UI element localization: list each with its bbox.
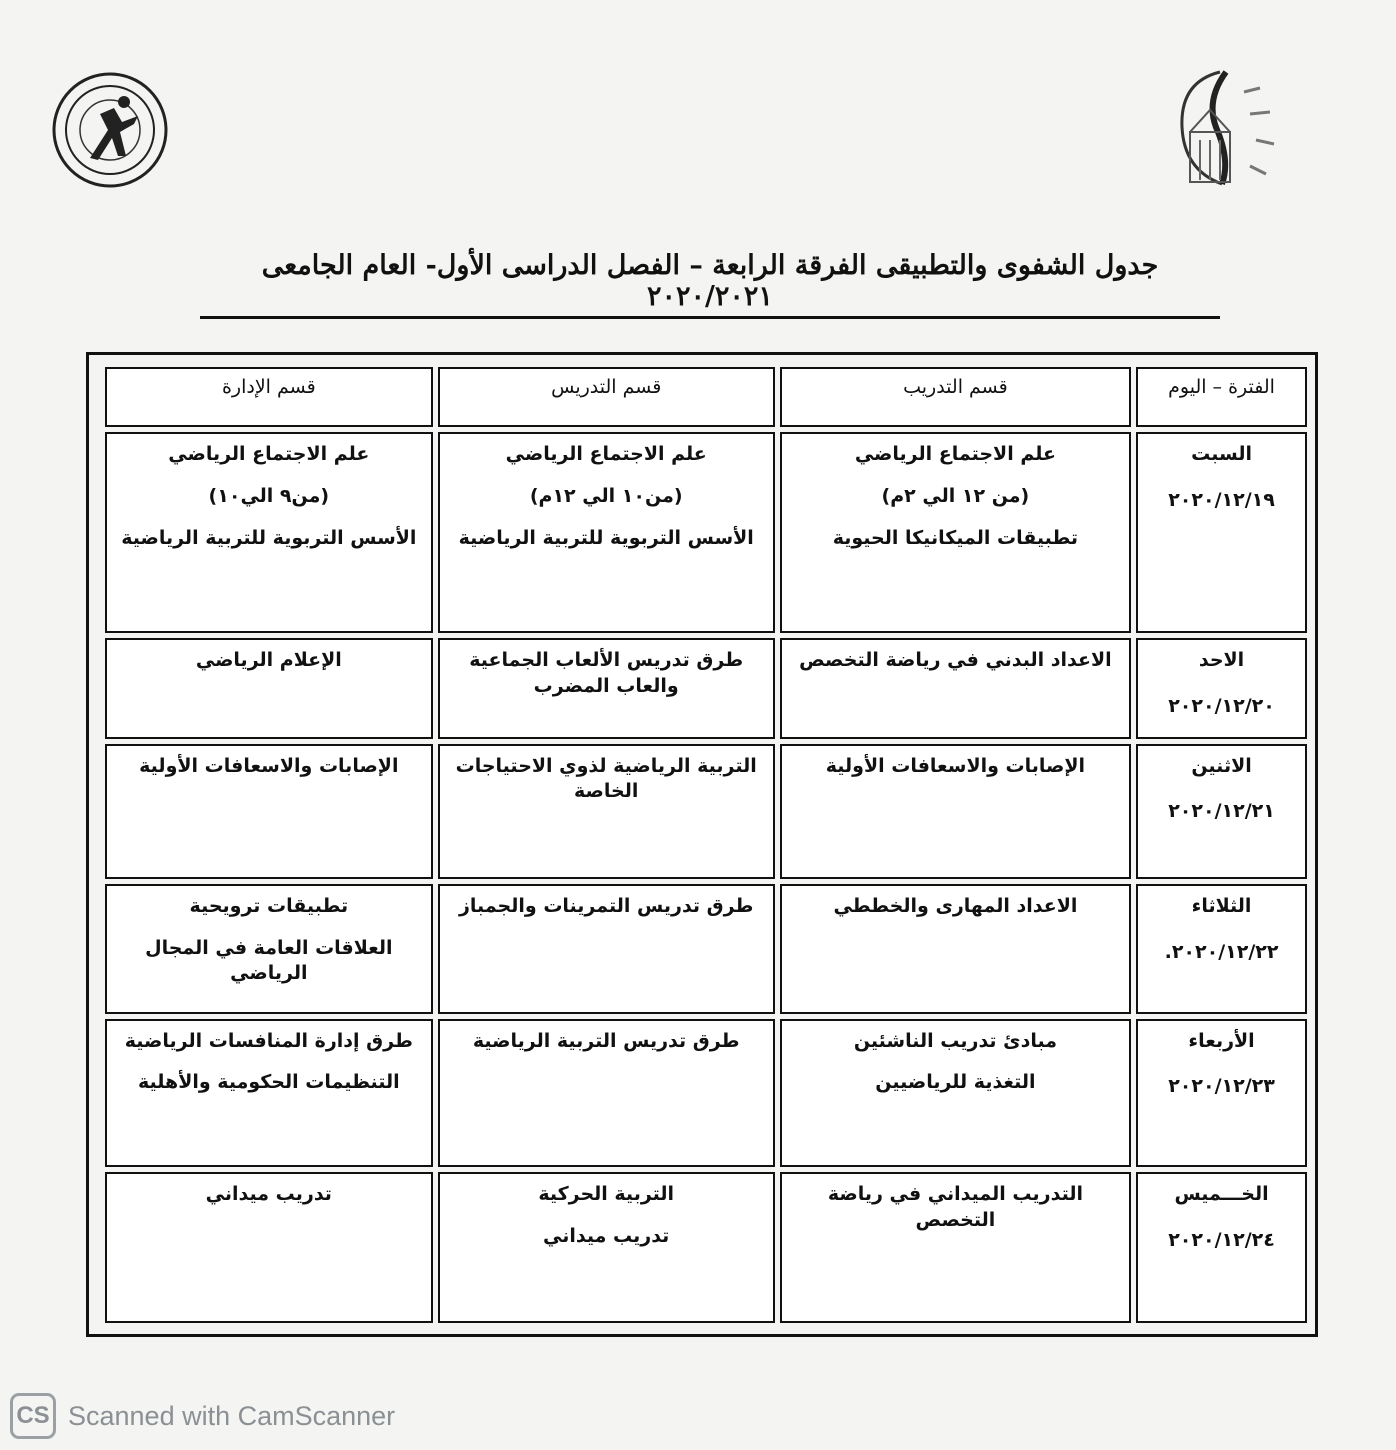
day-cell (1136, 744, 1307, 880)
day-date: ٢٠٢٠/١٢/٢٢. (1164, 940, 1279, 963)
table-row (105, 1172, 1307, 1323)
course-name: التدريب الميداني في رياضة التخصص (827, 1183, 1083, 1231)
training-cell (780, 432, 1131, 633)
course-name: علم الاجتماع الرياضي (505, 443, 707, 466)
day-name: الاحد (1198, 649, 1245, 672)
admin-cell (105, 1172, 433, 1323)
admin-cell (105, 744, 433, 880)
camscanner-watermark (10, 1392, 395, 1440)
course-time: (من٩ الي١٠) (208, 484, 330, 507)
course-name: مبادئ تدريب الناشئين (853, 1029, 1057, 1052)
course-time: (من١٠ الي ١٢م) (529, 484, 683, 507)
faculty-seal-logo (50, 70, 170, 190)
course-name: تدريب ميداني (543, 1224, 670, 1247)
day-date: ٢٠٢٠/١٢/١٩ (1168, 488, 1275, 511)
header-training-dept: قسم التدريب (780, 367, 1131, 427)
teaching-cell (438, 1019, 775, 1168)
header-admin-dept: قسم الإدارة (105, 367, 433, 427)
admin-cell (105, 1019, 433, 1168)
course-name: التنظيمات الحكومية والأهلية (138, 1071, 400, 1094)
day-cell (1136, 1019, 1307, 1168)
course-name: الأسس التربوية للتربية الرياضية (121, 526, 417, 549)
course-name: الإعلام الرياضي (195, 649, 342, 672)
document-title: جدول الشفوى والتطبيقى الفرقة الرابعة – الفصل الدراسى الأول- العام الجامعى ٢٠٢٠/٢٠٢١ (200, 250, 1220, 319)
course-name: الاعداد البدني في رياضة التخصص (799, 649, 1112, 672)
training-cell (780, 638, 1131, 738)
course-name: طرق إدارة المنافسات الرياضية (124, 1029, 413, 1052)
course-name: التغذية للرياضيين (875, 1071, 1036, 1094)
course-name: العلاقات العامة في المجال الرياضي (145, 936, 393, 985)
day-cell (1136, 884, 1307, 1013)
training-cell (780, 1019, 1131, 1168)
day-name: الأربعاء (1188, 1029, 1255, 1052)
course-name: التربية الحركية (538, 1183, 675, 1206)
day-name: الثلاثاء (1191, 895, 1252, 918)
day-date: ٢٠٢٠/١٢/٢٤ (1168, 1228, 1275, 1251)
course-name: طرق تدريس التمرينات والجمباز (458, 895, 754, 918)
university-logo (1160, 62, 1285, 192)
day-name: الاثنين (1191, 754, 1252, 777)
course-name: الإصابات والاسعافات الأولية (825, 754, 1086, 777)
course-name: طرق تدريس الألعاب الجماعية والعاب المضرب (469, 649, 744, 697)
admin-cell (105, 432, 433, 633)
training-cell (780, 884, 1131, 1013)
day-cell (1136, 1172, 1307, 1323)
admin-cell (105, 638, 433, 738)
course-name: تدريب ميداني (205, 1183, 332, 1206)
course-name: تطبيقات ترويحية (189, 895, 349, 918)
course-name: طرق تدريس التربية الرياضية (472, 1029, 740, 1052)
table-row (105, 744, 1307, 880)
day-date: ٢٠٢٠/١٢/٢٠ (1168, 694, 1275, 717)
teaching-cell (438, 744, 775, 880)
day-name: الخـــميس (1174, 1183, 1269, 1206)
teaching-cell (438, 1172, 775, 1323)
day-date: ٢٠٢٠/١٢/٢٣ (1168, 1075, 1275, 1098)
course-name: التربية الرياضية لذوي الاحتياجات الخاصة (455, 754, 757, 803)
training-cell (780, 1172, 1131, 1323)
teaching-cell (438, 884, 775, 1013)
table-header-row (105, 367, 1307, 427)
header-teaching-dept: قسم التدريس (438, 367, 775, 427)
teaching-cell (438, 432, 775, 633)
admin-cell (105, 884, 433, 1013)
day-cell (1136, 638, 1307, 738)
watermark-text: Scanned with CamScanner (68, 1400, 396, 1431)
course-time: (من ١٢ الي ٢م) (881, 484, 1030, 507)
table-row (105, 1019, 1307, 1168)
camscanner-logo-icon: CS (10, 1393, 56, 1439)
day-date: ٢٠٢٠/١٢/٢١ (1168, 800, 1275, 823)
course-name: علم الاجتماع الرياضي (854, 443, 1056, 466)
table-row (105, 884, 1307, 1013)
schedule-table (100, 362, 1312, 1328)
course-name: الأسس التربوية للتربية الرياضية (458, 526, 754, 549)
course-name: علم الاجتماع الرياضي (168, 443, 370, 466)
course-name: تطبيقات الميكانيكا الحيوية (832, 526, 1079, 549)
header-period-day: الفترة – اليوم (1136, 367, 1307, 427)
day-name: السبت (1191, 443, 1252, 466)
course-name: الإصابات والاسعافات الأولية (139, 754, 399, 777)
teaching-cell (438, 638, 775, 738)
table-row (105, 432, 1307, 633)
training-cell (780, 744, 1131, 880)
day-cell (1136, 432, 1307, 633)
course-name: الاعداد المهارى والخططي (833, 895, 1078, 918)
table-row (105, 638, 1307, 738)
